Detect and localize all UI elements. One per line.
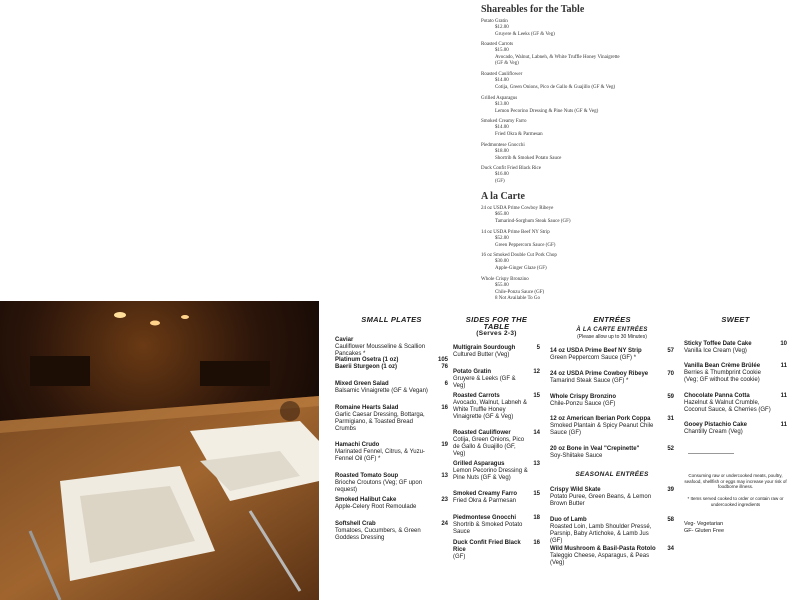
menu-item-name: Piedmontese Gnocchi <box>453 515 517 521</box>
menu-item-price: 11 <box>780 363 787 369</box>
divider <box>688 453 734 454</box>
top-item-desc: (GF) <box>495 178 505 184</box>
menu-item <box>550 348 674 362</box>
menu-item-name: Softshell Crab <box>335 521 376 527</box>
menu-item-desc: Marinated Fennel, Citrus, & Yuzu-Fennel Oil (GF) * <box>335 449 425 462</box>
menu-item-desc: Avocado, Walnut, Labneh & White Truffle Honey Vinaigrette (GF & Veg) <box>453 400 528 420</box>
top-item-desc: Tamarind-Sorghum Steak Sauce (GF) <box>495 218 571 224</box>
menu-item-name: Potato Gratin <box>453 369 492 375</box>
menu-item <box>550 487 674 508</box>
shareables-title: Shareables for the Table <box>481 4 585 15</box>
top-item-desc: Fried Okra & Parmesan <box>495 131 543 137</box>
top-item-desc: 8 Not Available To Go <box>495 296 541 302</box>
menu-item-price: 23 <box>441 497 448 503</box>
menu-item-price: 57 <box>667 348 674 354</box>
menu-item-desc: Shortrib & Smoked Potato Sauce <box>453 522 523 535</box>
top-item-name: Whole Crispy Bronzino <box>481 277 529 282</box>
top-item-price: $13.00 <box>495 102 509 108</box>
top-menu-item <box>481 253 557 272</box>
menu-item-desc: Cultured Butter (Veg) <box>453 352 510 358</box>
top-item-price: $12.00 <box>495 25 509 31</box>
menu-item-desc: Cotija, Green Onions, Pico de Gallo & Guajillo (GF, Veg) <box>453 437 525 457</box>
entrees-heading: ENTRÉES <box>593 315 631 324</box>
menu-item-name: Baerii Sturgeon (1 oz) <box>335 364 398 370</box>
menu-item-price: 39 <box>667 487 674 493</box>
top-menu-item <box>481 119 543 138</box>
menu-item-desc: Taleggio Cheese, Asparagus, & Peas (Veg) <box>550 553 650 566</box>
menu-item <box>335 497 448 511</box>
top-menu-item <box>481 72 615 91</box>
menu-item <box>335 357 448 364</box>
menu-item <box>335 405 448 433</box>
menu-item-name: 14 oz USDA Prime Beef NY Strip <box>550 348 642 354</box>
menu-item <box>335 364 448 371</box>
menu-item-price: 11 <box>780 393 787 399</box>
top-item-price: $30.00 <box>495 259 509 265</box>
menu-item-desc: (GF) <box>453 554 466 560</box>
menu-item-price: 6 <box>444 381 448 387</box>
top-menu-item <box>481 19 555 38</box>
top-item-desc: Cotija, Green Onions, Pico de Gallo & Guajillo (GF & Veg) <box>495 84 616 90</box>
top-item-desc: Gruyere & Leeks (GF & Veg) <box>495 31 555 37</box>
top-item-price: $65.00 <box>495 212 509 218</box>
top-menu-item <box>481 143 561 162</box>
menu-item-name: Roasted Cauliflower <box>453 430 511 436</box>
menu-item-name: Smoked Halibut Cake <box>335 497 397 503</box>
menu-item-name: Romaine Hearts Salad <box>335 405 399 411</box>
top-item-name: 24 oz USDA Prime Cowboy Ribeye <box>481 206 554 211</box>
sides-section <box>453 316 540 600</box>
menu-item-desc: Vanilla Ice Cream (Veg) <box>684 348 747 354</box>
menu-item <box>335 473 448 494</box>
top-item-desc: (GF & Veg) <box>495 61 519 67</box>
menu-item <box>335 442 448 463</box>
top-item-price: $55.00 <box>495 283 509 289</box>
top-item-desc: Avocado, Walnut, Labneh, & White Truffle Honey Vinaigrette <box>495 54 620 60</box>
legend-veg: Veg- Vegetarian <box>684 521 724 527</box>
top-item-price: $52.00 <box>495 236 509 242</box>
menu-item-name: Roasted Tomato Soup <box>335 473 399 479</box>
menu-item-name: 24 oz USDA Prime Cowboy Ribeye <box>550 371 649 377</box>
sides-heading: SIDES FOR THE TABLE <box>465 315 528 331</box>
legend-gf: GF- Gluten Free <box>684 528 725 534</box>
menu-item-name: Multigrain Sourdough <box>453 345 516 351</box>
menu-item-desc: Chantilly Cream (Veg) <box>684 429 743 435</box>
menu-item-name: Smoked Creamy Farro <box>453 491 518 497</box>
menu-item-price: 16 <box>533 540 540 546</box>
menu-item-desc: Balsamic Vinaigrette (GF & Vegan) <box>335 388 428 394</box>
menu-item-name: Mixed Green Salad <box>335 381 389 387</box>
menu-item <box>453 491 540 505</box>
top-menu-item <box>481 42 620 68</box>
menu-item-price: 14 <box>533 430 540 436</box>
top-item-desc: Shortrib & Smoked Potato Sauce <box>495 155 562 161</box>
top-item-price: $15.00 <box>495 48 509 54</box>
menu-item <box>453 461 540 482</box>
menu-item-desc: Berries & Thumbprint Cookie (Veg; GF without the cookie) <box>684 370 761 383</box>
menu-item <box>335 337 448 358</box>
menu-item-name: Grilled Asparagus <box>453 461 505 467</box>
menu-item <box>453 393 540 421</box>
menu-item-desc: Green Peppercorn Sauce (GF) * <box>550 355 637 361</box>
sides-subheading: (Serves 2-3) <box>476 330 517 337</box>
menu-item-desc: Cauliflower Mousseline & Scallion Pancakes * <box>335 344 426 357</box>
menu-item <box>550 371 674 385</box>
menu-item-name: Duck Confit Fried Black Rice <box>453 540 521 553</box>
menu-item-price: 31 <box>667 416 674 422</box>
top-item-name: Smoked Creamy Farro <box>481 119 527 124</box>
top-item-desc: Green Peppercorn Sauce (GF) <box>495 242 556 248</box>
top-menu-item <box>481 96 598 115</box>
top-item-desc: Apple-Ginger Glaze (GF) <box>495 265 547 271</box>
top-item-name: Duck Confit Fried Black Rice <box>481 166 541 171</box>
menu-item-price: 12 <box>533 369 540 375</box>
top-item-desc: Lemon Pecorino Dressing & Pine Nuts (GF & Veg) <box>495 108 599 114</box>
small-plates-heading: SMALL PLATES <box>361 315 422 324</box>
top-item-desc: Chile-Ponzu Sauce (GF) <box>495 289 545 295</box>
menu-item <box>550 446 674 460</box>
menu-item-desc: Smoked Plantain & Spicy Peanut Chile Sauce (GF) <box>550 423 654 436</box>
menu-item-name: Roasted Carrots <box>453 393 500 399</box>
menu-item-desc: Fried Okra & Parmesan <box>453 498 517 504</box>
seasonal-heading: SEASONAL ENTRÉES <box>575 471 649 478</box>
menu-item-desc: Hazelnut & Walnut Crumble, Coconut Sauce, & Cherries (GF) <box>684 400 771 413</box>
small-plates-section <box>335 316 448 600</box>
menu-item-desc: Potato Puree, Green Beans, & Lemon Brown Butter <box>550 494 652 507</box>
menu-item-price: 13 <box>441 473 448 479</box>
menu-item-price: 70 <box>667 371 674 377</box>
menu-item <box>550 517 674 545</box>
menu-item-price: 34 <box>667 546 674 552</box>
restaurant-photo <box>0 301 319 600</box>
menu-item-price: 59 <box>667 394 674 400</box>
menu-item-name: Crispy Wild Skate <box>550 487 601 493</box>
menu-item-price: 15 <box>533 393 540 399</box>
menu-item <box>453 430 540 458</box>
menu-item-price: 15 <box>533 491 540 497</box>
menu-item <box>335 521 448 542</box>
menu-item-name: Whole Crispy Bronzino <box>550 394 616 400</box>
menu-item-desc: Soy-Shiitake Sauce <box>550 453 603 459</box>
menu-item-name: Duo of Lamb <box>550 517 587 523</box>
menu-item-desc: Garlic Caesar Dressing, Bottarga, Parmigiano, & Toasted Bread Crumbs <box>335 412 425 432</box>
menu-item <box>550 394 674 408</box>
menu-item-price: 76 <box>441 364 448 370</box>
top-menu-item <box>481 166 541 185</box>
menu-item <box>453 540 540 561</box>
carte-entrees-heading: À LA CARTE ENTRÉES <box>576 327 648 333</box>
carte-title: A la Carte <box>481 191 525 202</box>
top-item-price: $14.00 <box>495 125 509 131</box>
menu-item <box>684 363 787 384</box>
top-menu-item <box>481 230 555 249</box>
top-menu-item <box>481 277 544 303</box>
top-item-price: $16.00 <box>495 172 509 178</box>
top-item-name: Roasted Carrots <box>481 42 514 47</box>
menu-item-name: 20 oz Bone in Veal "Crepinette" <box>550 446 640 452</box>
top-item-name: Roasted Cauliflower <box>481 72 523 77</box>
top-item-name: Potato Gratin <box>481 19 508 24</box>
menu-item-name: Platinum Osetra (1 oz) <box>335 357 399 363</box>
menu-item-price: 105 <box>437 357 448 363</box>
top-item-name: 16 oz Smoked Double Cut Pork Chop <box>481 253 557 258</box>
menu-item-name: Gooey Pistachio Cake <box>684 422 748 428</box>
menu-item-price: 5 <box>536 345 540 351</box>
cooked-note: * Items served cooked to order or contain raw or undercooked ingredients <box>687 496 784 507</box>
menu-item-price: 52 <box>667 446 674 452</box>
top-item-name: Piedmontese Gnocchi <box>481 143 525 148</box>
top-item-name: 14 oz USDA Prime Beef NY Strip <box>481 230 550 235</box>
menu-item <box>684 422 787 436</box>
menu-item <box>684 393 787 414</box>
top-item-name: Grilled Asparagus <box>481 96 518 101</box>
entrees-section <box>550 316 674 600</box>
top-menu-item <box>481 206 571 225</box>
menu-item-name: Sticky Toffee Date Cake <box>684 341 752 347</box>
menu-item <box>550 546 674 567</box>
menu-item <box>550 416 674 437</box>
top-item-price: $18.00 <box>495 149 509 155</box>
menu-item-price: 24 <box>441 521 448 527</box>
menu-item-name: 12 oz American Iberian Pork Coppa <box>550 416 651 422</box>
raw-warning: Consuming raw or undercooked meats, poultry, seafood, shellfish or eggs may increase your risk of foodborne illness. <box>684 473 787 489</box>
menu-item-desc: Gruyere & Leeks (GF & Veg) <box>453 376 516 389</box>
menu-item-price: 18 <box>533 515 540 521</box>
menu-item-name: Chocolate Panna Cotta <box>684 393 750 399</box>
menu-item-price: 10 <box>780 341 787 347</box>
menu-item <box>453 345 540 359</box>
menu-item <box>453 369 540 390</box>
menu-item-desc: Brioche Croutons (Veg; GF upon request) <box>335 480 423 493</box>
menu-item-price: 16 <box>441 405 448 411</box>
menu-item-name: Wild Mushroom & Basil-Pasta Rotolo <box>550 546 656 552</box>
menu-item-desc: Roasted Loin, Lamb Shoulder Pressé, Parsnip, Baby Artichoke, & Lamb Jus (GF) <box>550 524 652 544</box>
menu-item-name: Caviar <box>335 337 354 343</box>
carte-entrees-note: (Please allow up to 30 Minutes) <box>577 334 647 340</box>
menu-item-desc: Tamarind Steak Sauce (GF) * <box>550 378 629 384</box>
menu-item-desc: Lemon Pecorino Dressing & Pine Nuts (GF & Veg) <box>453 468 528 481</box>
menu-item-name: Vanilla Bean Crème Brûlée <box>684 363 761 369</box>
menu-item <box>684 341 787 355</box>
menu-item <box>453 515 540 536</box>
menu-item-desc: Tomatoes, Cucumbers, & Green Goddess Dressing <box>335 528 421 541</box>
menu-item-desc: Chile-Ponzu Sauce (GF) <box>550 401 616 407</box>
menu-item-desc: Apple-Celery Root Remoulade <box>335 504 417 510</box>
menu-item-price: 19 <box>441 442 448 448</box>
sweet-heading: SWEET <box>721 315 750 324</box>
top-item-price: $14.00 <box>495 78 509 84</box>
menu-item-name: Hamachi Crudo <box>335 442 380 448</box>
menu-item <box>335 381 448 395</box>
menu-item-price: 13 <box>533 461 540 467</box>
sweet-section <box>684 316 787 600</box>
menu-item-price: 11 <box>780 422 787 428</box>
menu-item-price: 58 <box>667 517 674 523</box>
